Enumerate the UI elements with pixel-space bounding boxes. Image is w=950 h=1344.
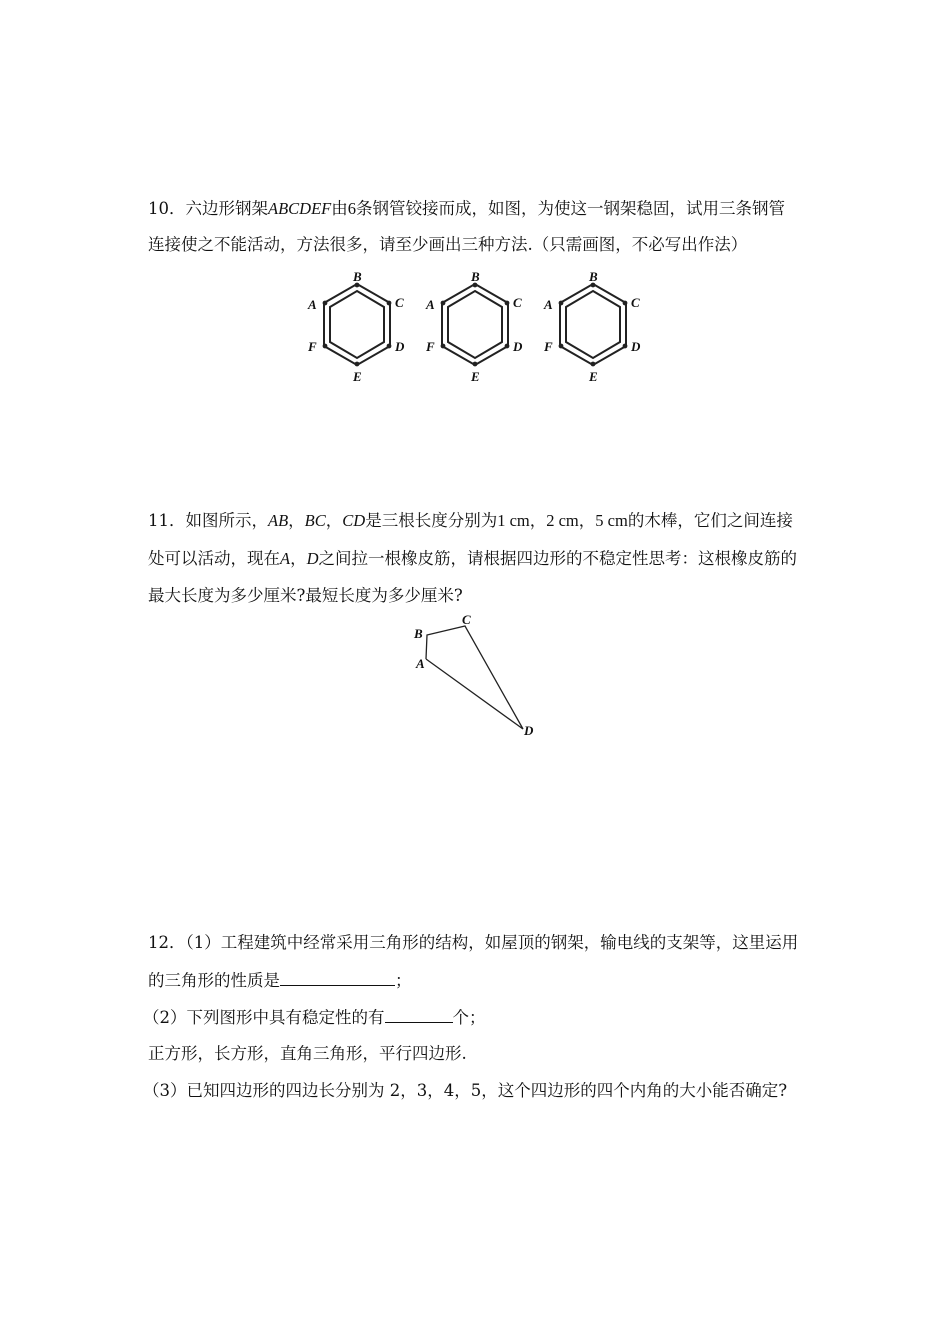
q10-number: 10．: [148, 199, 186, 218]
q12-line-2: [148, 968, 412, 993]
answer-blank-2[interactable]: [385, 1005, 453, 1023]
q10-text: 由: [331, 199, 348, 218]
q12-line-1: [148, 931, 798, 955]
label-c: C: [462, 612, 471, 627]
q10-line-1: [148, 197, 785, 221]
q10-text: 条钢管铰接而成，如图，为使这一钢架稳固，试用三条钢管: [356, 199, 785, 218]
vertex-label-b: B: [471, 269, 480, 284]
q10-text: 六边形钢架: [185, 199, 268, 218]
q12-part-1-end: ；: [395, 971, 412, 990]
q11-text: ，: [325, 511, 343, 530]
q11-line-1: [148, 509, 793, 533]
q11-text: 如图所示，: [185, 511, 268, 530]
q11-text: 之间拉一根橡皮筋，请根据四边形的不稳定性思考：这根橡皮筋的: [318, 549, 798, 568]
q12-number: 12．: [148, 933, 186, 952]
label-b: B: [414, 626, 423, 641]
vertex-label-e: E: [353, 369, 362, 384]
q11-line-2: [148, 547, 797, 571]
q12-part-1-text: 的三角形的性质是: [148, 971, 280, 990]
vertex-label-b: B: [353, 269, 362, 284]
q10-line-2: 连接使之不能活动，方法很多，请至少画出三种方法.（只需画图，不必写出作法）: [148, 235, 748, 254]
vertex-label-a: A: [544, 297, 553, 312]
q11-text: 是三根长度分别为: [365, 511, 498, 530]
rod-diagram: [405, 610, 545, 742]
q12-part-2-end: 个；: [452, 1008, 486, 1027]
q11-text: ，: [529, 511, 547, 530]
vertex-label-a: A: [426, 297, 435, 312]
q11-text: ，: [578, 511, 596, 530]
q12-line-3: [143, 1005, 486, 1030]
vertex-label-b: B: [589, 269, 598, 284]
q11-text: ，: [288, 511, 305, 530]
q12-part-2-text: （2）下列图形中具有稳定性的有: [143, 1008, 385, 1027]
q11-text: ，: [290, 549, 307, 568]
q11-text: 处可以活动，现在: [148, 549, 280, 568]
segment-cd: CD: [342, 511, 366, 530]
label-a: A: [416, 656, 425, 671]
vertex-label-c: C: [513, 295, 522, 310]
q12-part-3: （3）已知四边形的四边长分别为 2，3，4，5，这个四边形的四个内角的大小能否确定?: [143, 1081, 788, 1100]
q12-part-1-text: （1）工程建筑中经常采用三角形的结构，如屋顶的钢架，输电线的支架等，这里运用: [185, 933, 799, 952]
vertex-label-e: E: [471, 369, 480, 384]
q10-count: 6: [347, 199, 356, 218]
vertex-label-d: D: [395, 339, 405, 354]
vertex-label-f: F: [426, 339, 435, 354]
q11-number: 11．: [148, 511, 186, 530]
q12-shapes-list: 正方形，长方形，直角三角形，平行四边形.: [148, 1044, 467, 1063]
vertex-label-a: A: [308, 297, 317, 312]
length-3: 5 cm: [595, 511, 628, 530]
hexagon-figure-3: [543, 269, 641, 384]
length-2: 2 cm: [546, 511, 579, 530]
vertex-label-c: C: [395, 295, 404, 310]
q10-hexagon-name: ABCDEF: [268, 199, 332, 218]
vertex-label-c: C: [631, 295, 640, 310]
length-1: 1 cm: [497, 511, 530, 530]
answer-blank-1[interactable]: [280, 968, 395, 986]
point-a: A: [280, 549, 291, 568]
vertex-label-d: D: [631, 339, 641, 354]
rods-and-band: [426, 626, 523, 729]
q11-text: 的木棒，它们之间连接: [627, 511, 793, 530]
point-d: D: [306, 549, 319, 568]
q11-figure: [405, 610, 545, 746]
vertex-label-e: E: [589, 369, 598, 384]
label-d: D: [524, 723, 534, 738]
q10-hexagon-figures: [300, 264, 660, 392]
segment-bc: BC: [304, 511, 326, 530]
q11-line-3: 最大长度为多少厘米?最短长度为多少厘米?: [148, 586, 463, 605]
hexagon-figure-2: [425, 269, 523, 384]
vertex-label-d: D: [513, 339, 523, 354]
segment-ab: AB: [268, 511, 289, 530]
hexagon-figure-1: [307, 269, 405, 384]
vertex-label-f: F: [308, 339, 317, 354]
vertex-label-f: F: [544, 339, 553, 354]
hexagon-diagrams: [300, 264, 660, 388]
